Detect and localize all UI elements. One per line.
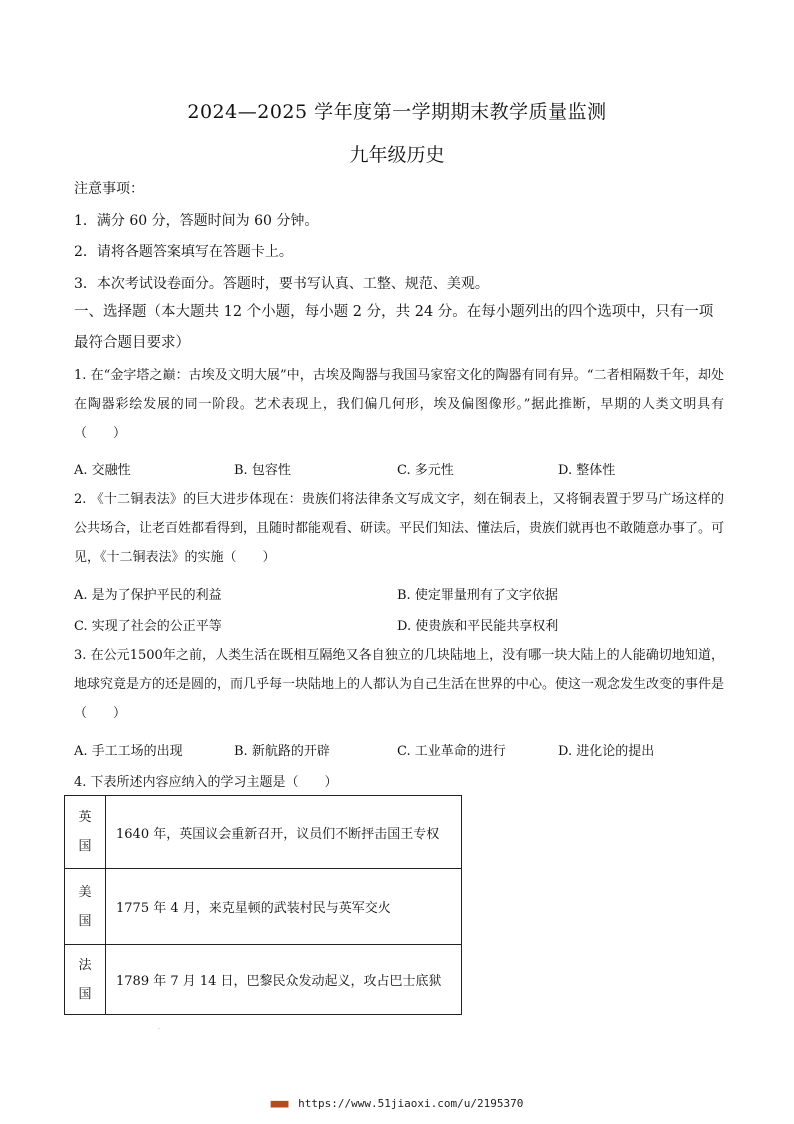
footer-url[interactable]: https://www.51jiaoxi.com/u/2195370 xyxy=(298,1097,524,1110)
option-c[interactable]: C. 多元性 xyxy=(397,463,454,478)
option-b[interactable]: B. 包容性 xyxy=(234,463,291,478)
site-logo-icon: ■■■ xyxy=(270,1097,288,1110)
country-cell: 美 国 xyxy=(65,869,106,945)
question-table xyxy=(64,795,462,1015)
table-row xyxy=(65,796,462,869)
option-d[interactable]: D. 进化论的提出 xyxy=(558,744,655,759)
event-cell: 1640 年，英国议会重新召开，议员们不断抨击国王专权 xyxy=(106,796,462,869)
country-cell: 法 国 xyxy=(65,945,106,1015)
notice-item: 2．请将各题答案填写在答题卡上。 xyxy=(74,244,293,260)
exam-title: 2024—2025 学年度第一学期期末教学质量监测 xyxy=(187,101,607,123)
option-a[interactable]: A. 是为了保护平民的利益 xyxy=(74,588,222,603)
question-stem: 4. 下表所述内容应纳入的学习主题是（ ） xyxy=(74,775,338,790)
option-b[interactable]: B. 使定罪量刑有了文字依据 xyxy=(397,588,558,603)
notice-heading: 注意事项： xyxy=(74,181,144,197)
event-cell: 1775 年 4 月，来克星顿的武装村民与英军交火 xyxy=(106,869,462,945)
notice-item: 1．满分 60 分，答题时间为 60 分钟。 xyxy=(74,213,319,229)
section-heading: 一、选择题（本大题共 12 个小题，每小题 2 分，共 24 分。在每小题列出的四个选项中，只有一项最符合题目要求） xyxy=(74,304,714,351)
exam-subject: 九年级历史 xyxy=(349,144,445,166)
country-cell: 英 国 xyxy=(65,796,106,869)
question-stem: 2. 《十二铜表法》的巨大进步体现在：贵族们将法律条文写成文字，刻在铜表上，又将铜表置于罗马广场这样的公共场合，让老百姓都看得到，且随时都能观看、研读。平民们知法、懂法后，贵族们就再也不敢随意办事了。可见，《十二铜表法》的实施（ ） xyxy=(74,492,725,565)
option-a[interactable]: A. 手工工场的出现 xyxy=(74,744,183,759)
question-stem: 1. 在“金字塔之巅：古埃及文明大展”中，古埃及陶器与我国马家窑文化的陶器有同有异。“二者相隔数千年，却处在陶器彩绘发展的同一阶段。艺术表现上，我们偏几何形，埃及偏图像形。”据此推断，早期的人类文明具有（ ） xyxy=(74,368,724,441)
option-d[interactable]: D. 使贵族和平民能共享权利 xyxy=(397,619,559,634)
table-row xyxy=(65,869,462,945)
event-cell: 1789 年 7 月 14 日，巴黎民众发动起义，攻占巴士底狱 xyxy=(106,945,462,1015)
option-a[interactable]: A. 交融性 xyxy=(74,463,131,478)
option-c[interactable]: C. 实现了社会的公正平等 xyxy=(74,619,222,634)
question-stem: 3. 在公元1500年之前，人类生活在既相互隔绝又各自独立的几块陆地上，没有哪一块大陆上的人能确切地知道，地球究竟是方的还是圆的，而几乎每一块陆地上的人都认为自己生活在世界的中心。使这一观念发生改变的事件是（ ） xyxy=(74,648,725,721)
option-c[interactable]: C. 工业革命的进行 xyxy=(397,744,506,759)
option-d[interactable]: D. 整体性 xyxy=(558,463,616,478)
page-footer xyxy=(0,1097,794,1110)
scan-speck: · xyxy=(158,1026,160,1033)
notice-item: 3．本次考试设卷面分。答题时，要书写认真、工整、规范、美观。 xyxy=(74,276,489,292)
option-b[interactable]: B. 新航路的开辟 xyxy=(234,744,330,759)
table-row xyxy=(65,945,462,1015)
